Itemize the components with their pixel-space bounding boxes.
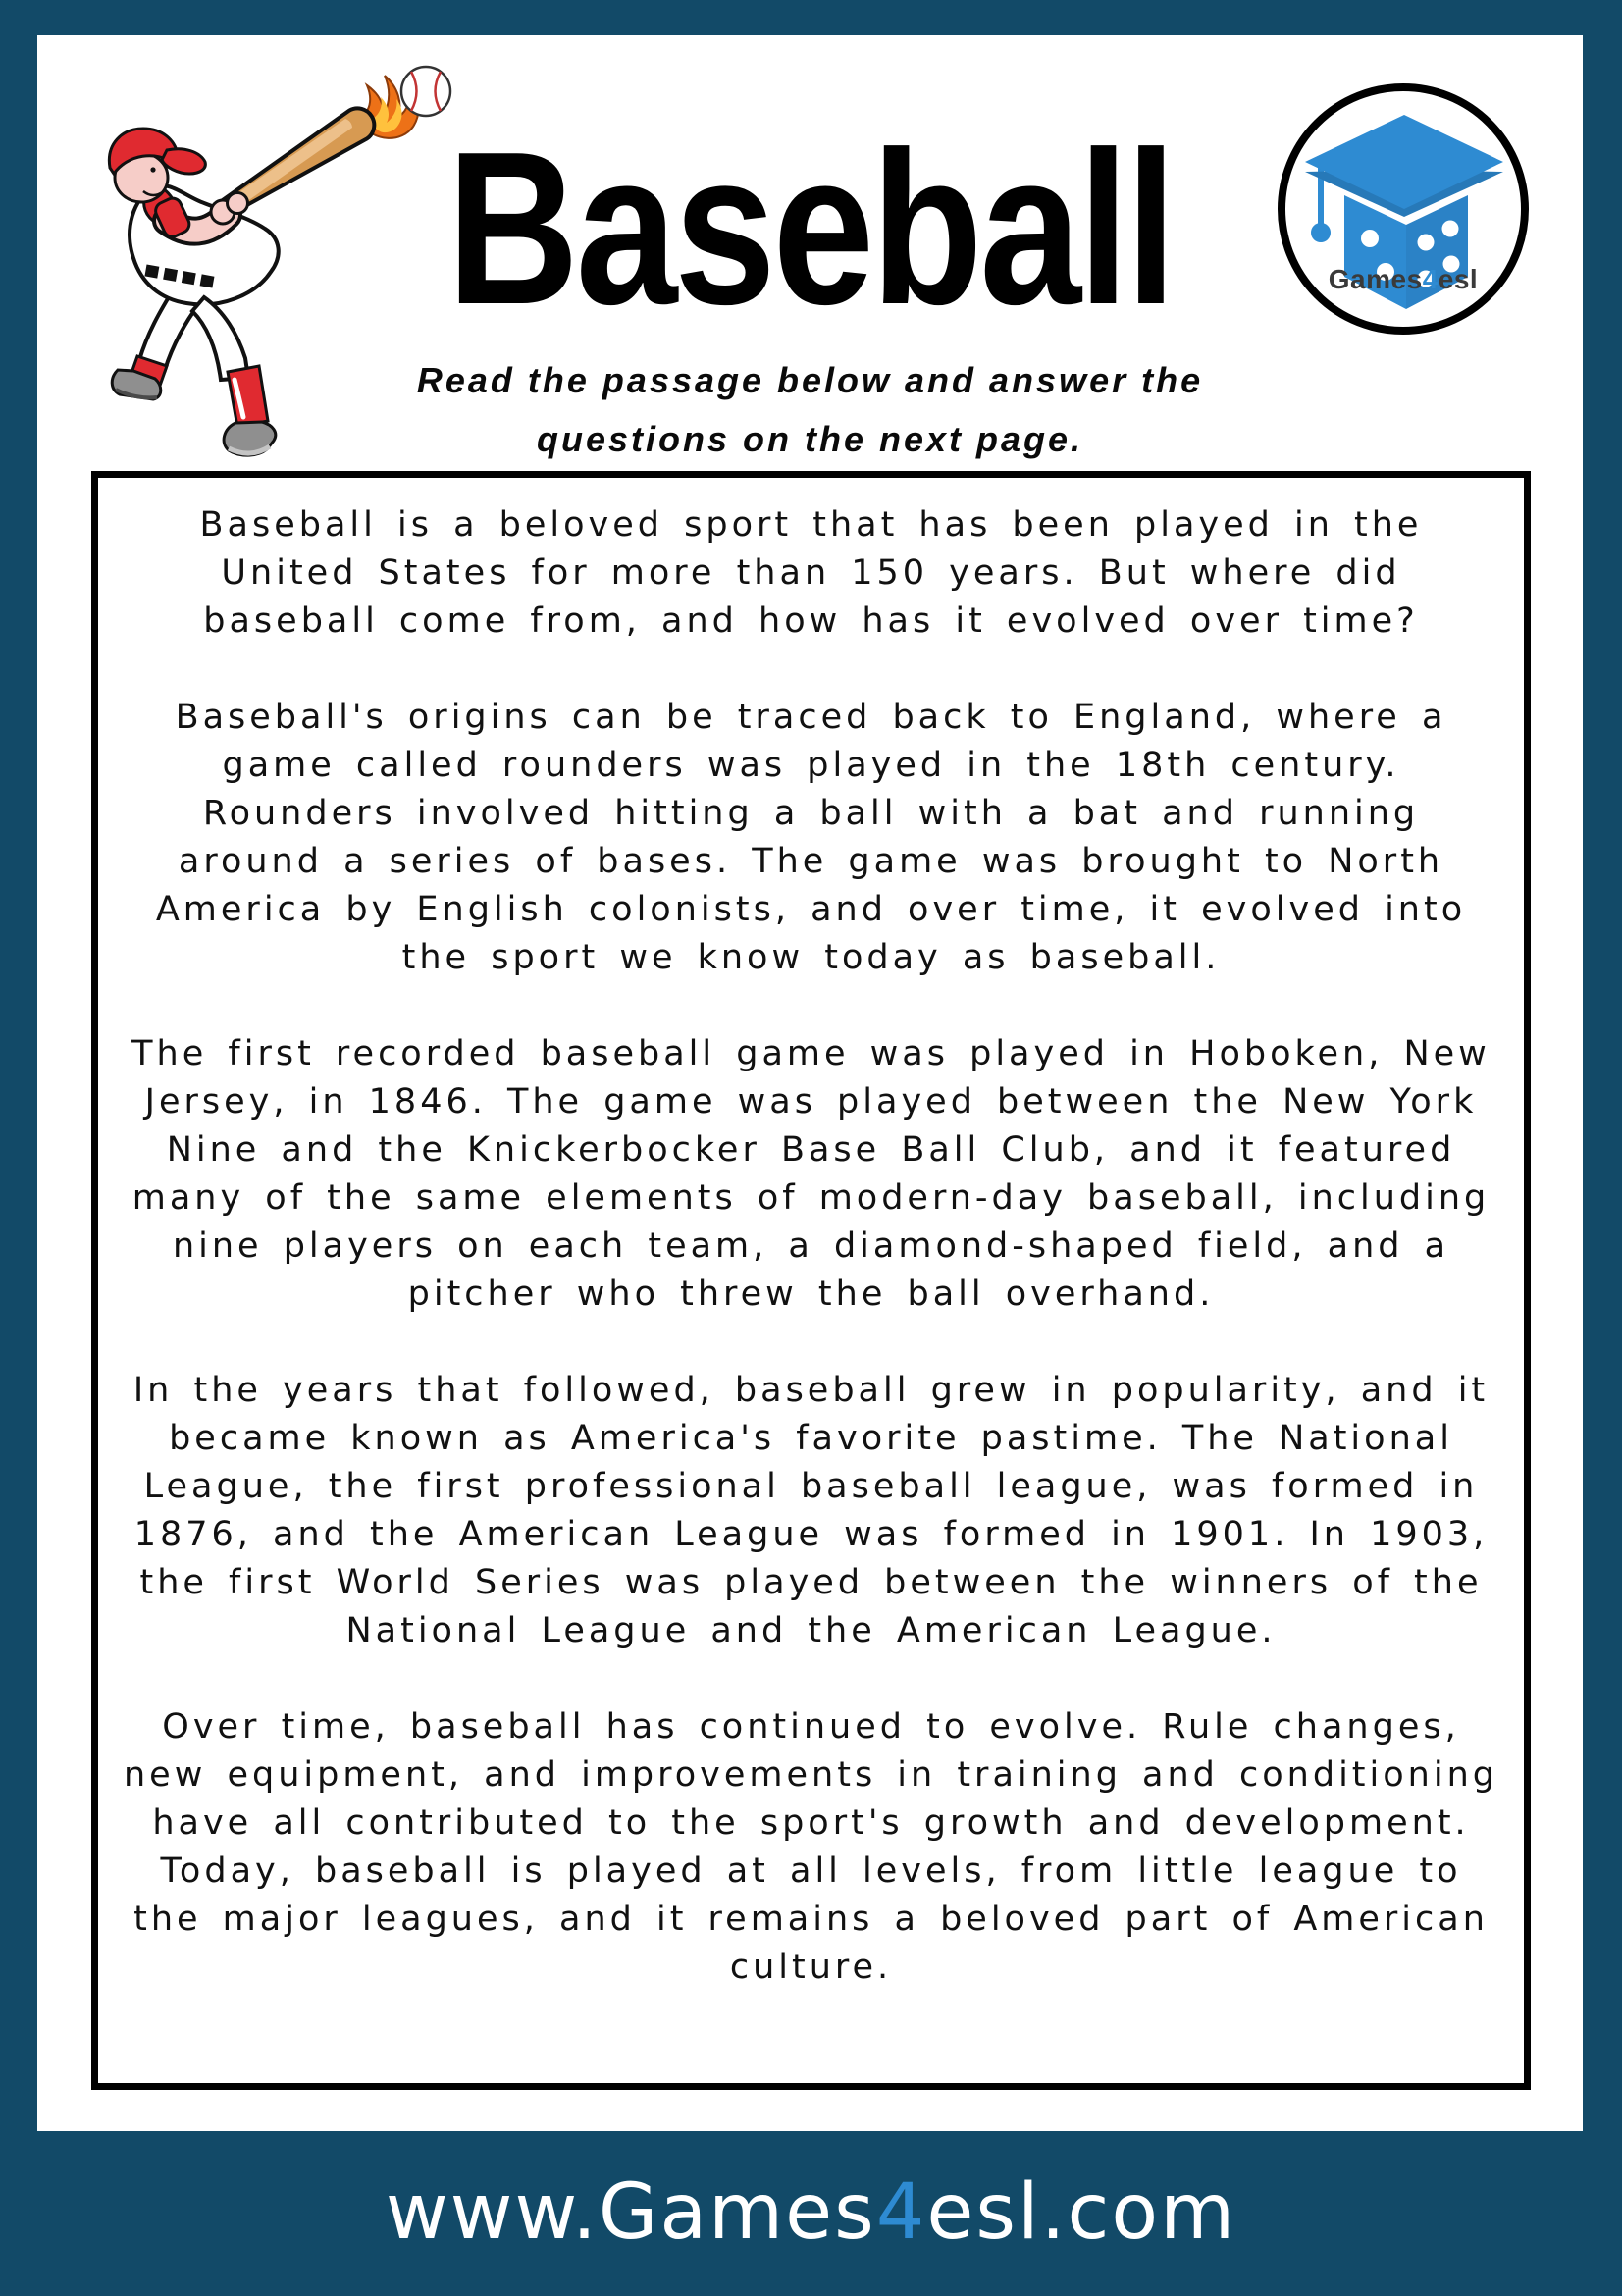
passage-paragraph: The first recorded baseball game was played in Hoboken, New Jersey, in 1846. The game was played between the New York Nine and the Knickerbocker Base Ball Club, and it featured many of the same elements of modern-day baseball, including nine players on each team, a diamond-shaped field, and a pitcher who threw the ball overhand. xyxy=(131,1034,1491,1314)
passage-paragraph: In the years that followed, baseball grew in popularity, and it became known as America's favorite pastime. The National League, the first professional baseball league, was formed in 1876, and the American League was formed in 1901. In 1903, the first World Series was played between the winners of the National League and the American League. xyxy=(132,1371,1490,1650)
games4esl-logo xyxy=(1276,76,1531,342)
footer-url: www.Games4esl.com xyxy=(385,2168,1237,2257)
instructions xyxy=(37,351,1583,469)
paper xyxy=(37,35,1583,2131)
instructions-line-1: Read the passage below and answer the xyxy=(416,360,1204,400)
instructions-line-2: questions on the next page. xyxy=(536,419,1084,459)
passage-paragraph: Baseball is a beloved sport that has been played in the United States for more than 150 years. But where did baseball come from, and how has it evolved over time? xyxy=(199,505,1423,641)
logo-4: 4 xyxy=(1422,264,1439,294)
passage-paragraph: Baseball's origins can be traced back to England, where a game called rounders was played in the 18th century. Rounders involved hitting a ball with a bat and running around a series of bases. The game was brought to North America by English colonists, and over time, it evolved into the sport we know today as baseball. xyxy=(155,698,1467,977)
footer-url-4: 4 xyxy=(875,2168,927,2257)
passage-paragraph: Over time, baseball has continued to evolve. Rule changes, new equipment, and improvements in training and conditioning have all contributed to the sport's growth and development. Today, baseball is played at all levels, from little league to the major leagues, and it remains a beloved part of American culture. xyxy=(124,1707,1498,1987)
graduation-cap-dice-icon xyxy=(1276,76,1531,342)
page-title: Baseball xyxy=(446,107,1174,350)
passage-box xyxy=(91,471,1531,2090)
logo-text: Games4esl xyxy=(1328,264,1479,294)
